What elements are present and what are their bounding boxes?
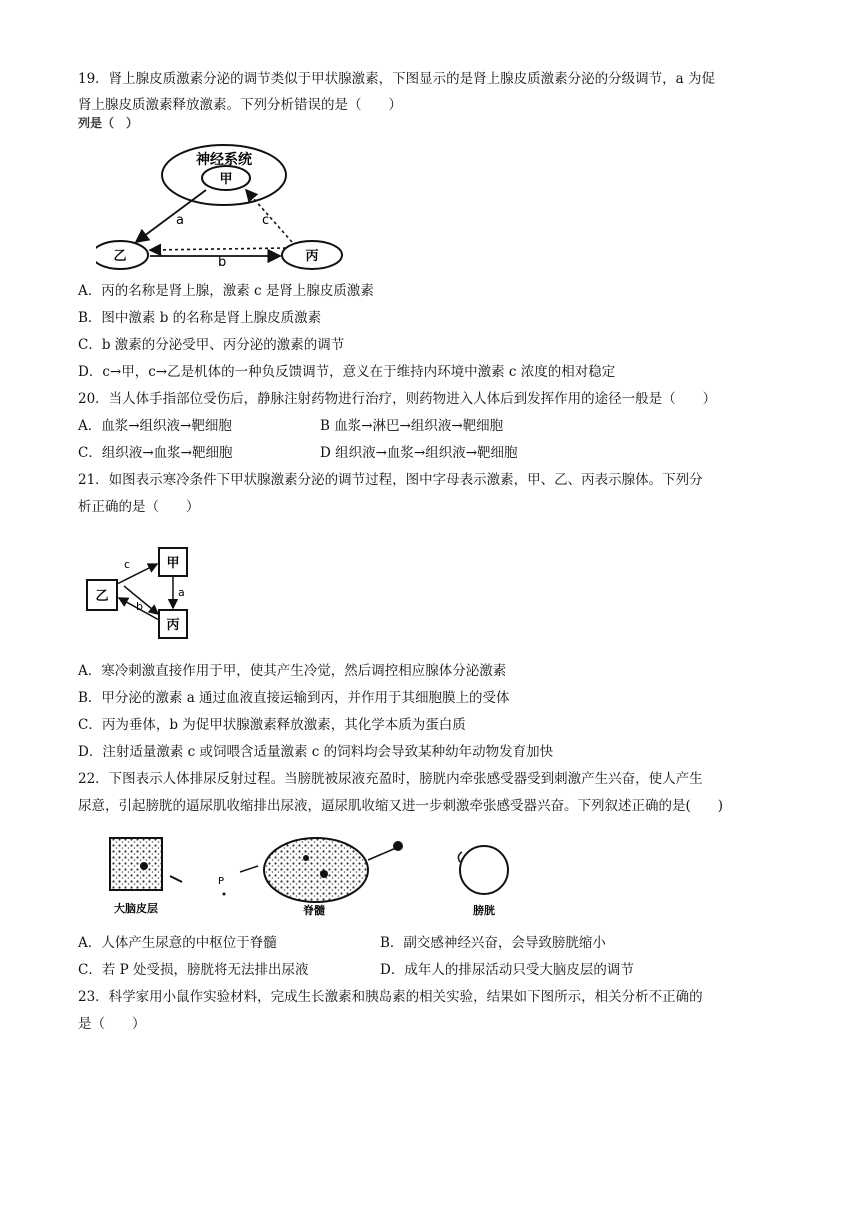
q19-diagram bbox=[96, 140, 356, 272]
node-yi-label: 乙 bbox=[113, 249, 127, 264]
label-b: b bbox=[218, 255, 227, 270]
q22-diagram bbox=[100, 832, 520, 924]
label-a: a bbox=[178, 586, 185, 599]
q22-option-a: A．人体产生尿意的中枢位于脊髓 bbox=[78, 935, 277, 951]
spinal-neuron-2 bbox=[320, 870, 328, 878]
q21-option-c: C．丙为垂体，b 为促甲状腺激素释放激素，其化学本质为蛋白质 bbox=[78, 717, 466, 733]
cortex-label: 大脑皮层 bbox=[114, 902, 158, 915]
cortex-neuron bbox=[140, 862, 148, 870]
q19-stem-line2: 肾上腺皮质激素释放激素。下列分析错误的是（ ） bbox=[78, 97, 402, 113]
q20-option-d: D 组织液→血浆→组织液→靶细胞 bbox=[320, 445, 518, 461]
q21-option-d: D．注射适量激素 c 或饲喂含适量激素 c 的饲料均会导致某种幼年动物发育加快 bbox=[78, 744, 554, 760]
arrow-a bbox=[136, 190, 206, 242]
q21-stem-line2: 析正确的是（ ） bbox=[78, 499, 200, 515]
q19-option-d: D．c→甲，c→乙是机体的一种负反馈调节，意义在于维持内环境中激素 c 浓度的相对稳定 bbox=[78, 364, 616, 380]
node-bing-label: 丙 bbox=[305, 249, 319, 264]
q23-stem-line1: 23．科学家用小鼠作实验材料，完成生长激素和胰岛素的相关实验，结果如下图所示，相关分析不正确的 bbox=[78, 989, 703, 1005]
spinal-fiber-right bbox=[368, 848, 396, 860]
q21-option-a: A．寒冷刺激直接作用于甲，使其产生冷觉，然后调控相应腺体分泌激素 bbox=[78, 663, 507, 679]
q23-stem-line2: 是（ ） bbox=[78, 1016, 146, 1032]
q21-option-b: B．甲分泌的激素 a 通过血液直接运输到丙，并作用于其细胞膜上的受体 bbox=[78, 690, 510, 706]
q22-option-b: B．副交感神经兴奋，会导致膀胱缩小 bbox=[380, 935, 606, 951]
spinal-cord bbox=[264, 838, 368, 902]
q21-stem-line1: 21．如图表示寒冷条件下甲状腺激素分泌的调节过程，图中字母表示激素，甲、乙、丙表示腺体。下列分 bbox=[78, 472, 703, 488]
spinal-neuron-1 bbox=[303, 855, 309, 861]
q19-clipped-text: 列是（ ） bbox=[78, 116, 139, 130]
p-label: P bbox=[218, 876, 225, 887]
label-a: a bbox=[176, 213, 184, 228]
node-jia-label: 甲 bbox=[219, 172, 233, 187]
q20-option-b: B 血浆→淋巴→组织液→靶细胞 bbox=[320, 418, 504, 434]
ganglion bbox=[393, 841, 403, 851]
q20-option-a: A．血浆→组织液→靶细胞 bbox=[78, 418, 232, 434]
label-c: c bbox=[124, 558, 131, 571]
spinal-fiber-left bbox=[240, 866, 258, 872]
q22-stem-line2: 尿意，引起膀胱的逼尿肌收缩排出尿液，逼尿肌收缩又进一步刺激牵张感受器兴奋。下列叙述正确的是( ) bbox=[78, 798, 724, 814]
label-c: c bbox=[262, 213, 270, 228]
q22-stem-line1: 22．下图表示人体排尿反射过程。当膀胱被尿液充盈时，膀胱内牵张感受器受到刺激产生兴奋，使人产生 bbox=[78, 771, 703, 787]
arrow-c-to-yi bbox=[150, 248, 286, 250]
spinal-label: 脊髓 bbox=[303, 904, 325, 917]
arrow-c bbox=[117, 564, 157, 584]
label-b: b bbox=[136, 600, 143, 613]
bladder-label: 膀胱 bbox=[473, 904, 495, 917]
q19-option-b: B．图中激素 b 的名称是肾上腺皮质激素 bbox=[78, 310, 322, 326]
q20-option-c: C．组织液→血浆→靶细胞 bbox=[78, 445, 233, 461]
q22-option-d: D．成年人的排尿活动只受大脑皮层的调节 bbox=[380, 962, 634, 978]
q19-option-a: A．丙的名称是肾上腺，激素 c 是肾上腺皮质激素 bbox=[78, 283, 374, 299]
nervous-system-label: 神经系统 bbox=[196, 152, 252, 168]
box-jia-label: 甲 bbox=[166, 556, 180, 571]
box-bing-label: 丙 bbox=[166, 618, 180, 633]
q19-stem-line1: 19．肾上腺皮质激素分泌的调节类似于甲状腺激素，下图显示的是肾上腺皮质激素分泌的分级调节，a 为促 bbox=[78, 71, 716, 87]
q19-option-c: C．b 激素的分泌受甲、丙分泌的激素的调节 bbox=[78, 337, 345, 353]
q21-diagram bbox=[84, 544, 196, 640]
cortex-block bbox=[110, 838, 162, 890]
bladder bbox=[460, 846, 508, 894]
q22-option-c: C．若 P 处受损，膀胱将无法排出尿液 bbox=[78, 962, 309, 978]
q20-stem: 20．当人体手指部位受伤后，静脉注射药物进行治疗，则药物进入人体后到发挥作用的途径一般是（ ） bbox=[78, 391, 717, 407]
cortex-fiber bbox=[170, 876, 182, 882]
box-yi-label: 乙 bbox=[95, 589, 109, 604]
